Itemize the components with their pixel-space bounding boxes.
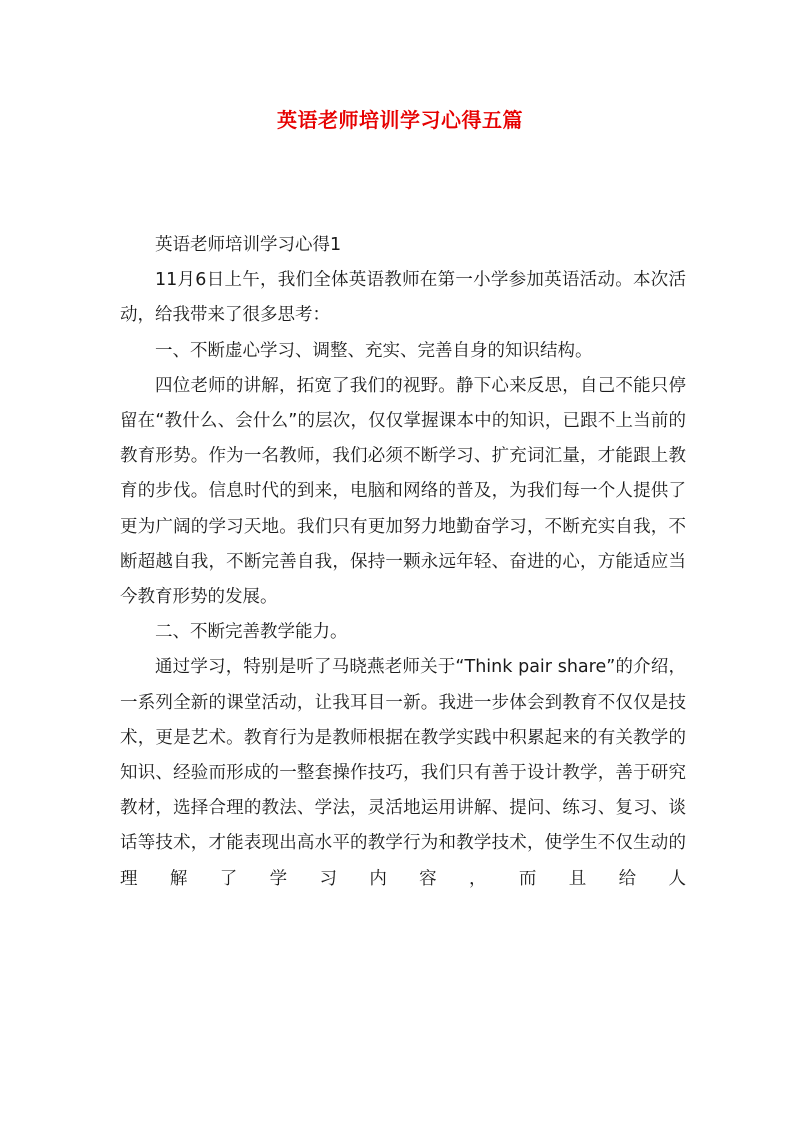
paragraph: 四位老师的讲解，拓宽了我们的视野。静下心来反思，自己不能只停留在“教什么、会什么”的层次，仅仅掌握课本中的知识，已跟不上当前的教育形势。作为一名教师，我们必须不断学习、扩充词汇量，才能跟上教育的步伐。信息时代的到来，电脑和网络的普及，为我们每一个人提供了更为广阔的学习天地。我们只有更加努力地勤奋学习，不断充实自我，不断超越自我，不断完善自我，保持一颗永远年轻、奋进的心，方能适应当今教育形势的发展。 (120, 375, 686, 608)
document-title: 英语老师培训学习心得五篇 (277, 108, 523, 132)
paragraph: 11月6日上午，我们全体英语教师在第一小学参加英语活动。本次活动，给我带来了很多思考： (120, 270, 686, 326)
section-heading: 英语老师培训学习心得1 (155, 235, 342, 255)
document-body (120, 228, 686, 897)
point-heading: 二、不断完善教学能力。 (155, 622, 348, 643)
point-heading: 一、不断虚心学习、调整、充实、完善自身的知识结构。 (155, 340, 593, 361)
paragraph: 通过学习，特别是听了马晓燕老师关于“Think pair share”的介绍，一系列全新的课堂活动，让我耳目一新。我进一步体会到教育不仅仅是技术，更是艺术。教育行为是教师根据在教学实践中积累起来的有关教学的知识、经验而形成的一整套操作技巧，我们只有善于设计教学，善于研究教材，选择合理的教法、学法，灵活地运用讲解、提问、练习、复习、谈话等技术，才能表现出高水平的教学行为和教学技术，使学生不仅生动的理解了学习内容，而且给人 (120, 657, 686, 889)
